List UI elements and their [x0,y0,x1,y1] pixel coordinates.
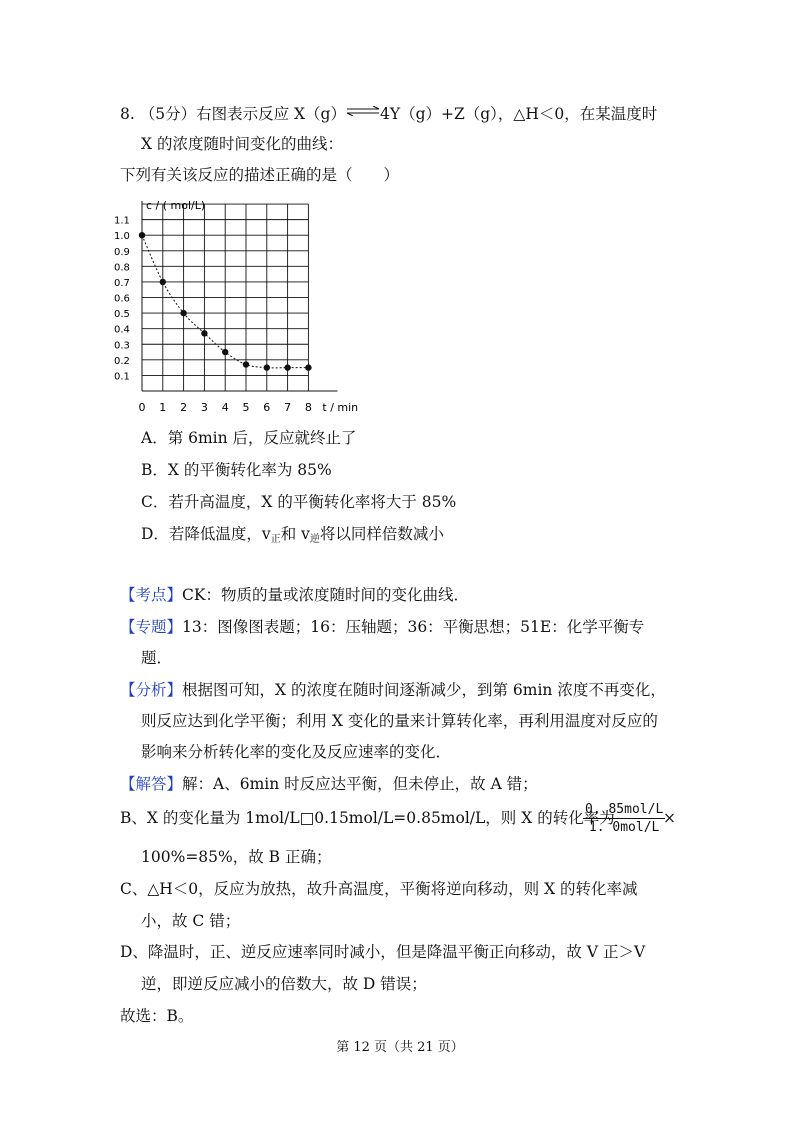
concentration-time-chart [110,195,380,425]
fraction-numerator: 0. 85mol/L [585,802,664,817]
equilibrium-arrow-icon [346,106,380,116]
jieda-line: 【解答】解：A、6min 时反应达平衡，但未停止，故 A 错； [120,775,538,793]
data-point [180,310,186,316]
data-point [284,364,290,370]
data-point [264,364,270,370]
solution-d-line: D、降温时，正、逆反应速率同时减小，但是降温平衡正向移动，故 V 正＞V [120,943,646,961]
solution-d-line-2: 逆，即逆反应减小的倍数大，故 D 错误； [141,975,427,993]
answer-line: 故选：B。 [120,1007,194,1025]
y-axis-label: c / ( mol/L) [146,199,206,212]
solution-b-line: B、X 的变化量为 1mol/L□0.15mol/L=0.85mol/L，则 X 的转化率为 [120,809,615,827]
data-point [243,361,249,367]
y-tick-label: 0.8 [114,262,130,274]
option-b: B．X 的平衡转化率为 85% [141,461,332,479]
y-tick-label: 0.7 [114,277,130,289]
x-tick-label: 0 [138,401,146,414]
question-line-2: X 的浓度随时间变化的曲线： [141,135,343,153]
y-tick-label: 0.9 [114,246,130,258]
x-tick-label: 7 [284,401,292,414]
zhuanti-line: 【专题】13：图像图表题；16：压轴题；36：平衡思想；51E：化学平衡专 [120,618,645,636]
kaodian-tag: 【考点】 [120,586,183,604]
solution-b-line-2: 100%=85%，故 B 正确； [141,848,332,866]
x-tick-label: 6 [263,401,271,414]
y-tick-label: 0.3 [114,340,130,352]
x-tick-label: 8 [304,401,312,414]
fenxi-line-2: 则反应达到化学平衡；利用 X 变化的量来计算转化率，再利用温度对反应的 [141,712,658,730]
question-line-1 [120,104,657,124]
option-a: A．第 6min 后，反应就终止了 [141,429,357,447]
kaodian-line: 【考点】CK：物质的量或浓度随时间的变化曲线． [120,586,469,604]
y-tick-label: 0.2 [114,355,130,367]
x-tick-label: 2 [180,401,188,414]
subscript-ni: 逆 [309,534,320,545]
x-tick-label: 5 [242,401,250,414]
question-line-3: 下列有关该反应的描述正确的是（ ） [120,166,400,184]
data-point [222,349,228,355]
data-point [201,330,207,336]
fenxi-line-3: 影响来分析转化率的变化及反应速率的变化． [141,743,452,761]
conversion-fraction [583,802,665,835]
data-point [160,279,166,285]
y-tick-label: 0.1 [114,371,130,383]
solution-c-line-2: 小，故 C 错； [141,912,241,930]
fraction-denominator: 1. 0mol/L [588,820,660,835]
x-axis-label: t / min [322,401,359,414]
jieda-tag: 【解答】 [120,775,183,793]
data-point [139,232,145,238]
times-sign: × [663,809,676,827]
data-point [305,364,311,370]
fenxi-line: 【分析】根据图可知，X 的浓度在随时间逐渐减少，到第 6min 浓度不再变化， [120,681,666,699]
x-tick-label: 4 [221,401,229,414]
y-tick-label: 1.0 [114,231,130,243]
y-tick-label: 1.1 [114,215,130,227]
option-d: D．若降低温度，v正和 v逆将以同样倍数减小 [141,525,444,545]
page-footer: 第 12 页（共 21 页） [336,1040,464,1055]
option-c: C．若升高温度，X 的平衡转化率将大于 85% [141,493,457,511]
subscript-zheng: 正 [270,534,281,545]
zhuanti-line-2: 题． [141,649,173,667]
question-stem-b: 4Y（g）+Z（g），△H＜0，在某温度时 [379,105,658,123]
y-tick-label: 0.5 [114,309,130,321]
x-tick-label: 3 [200,401,208,414]
y-tick-label: 0.6 [114,293,130,305]
x-tick-label: 1 [159,401,167,414]
y-tick-label: 0.4 [114,324,130,336]
question-stem-a: 8. （5分）右图表示反应 X（g） [120,105,346,123]
zhuanti-tag: 【专题】 [120,618,183,636]
solution-c-line: C、△H＜0，反应为放热，故升高温度，平衡将逆向移动，则 X 的转化率减 [120,880,638,898]
fenxi-tag: 【分析】 [120,681,183,699]
